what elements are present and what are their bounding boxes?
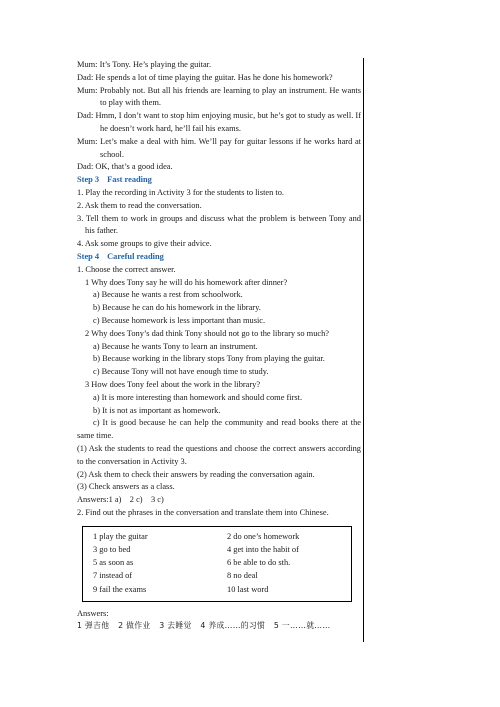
phrase-cell: 5 as soon as	[93, 558, 134, 568]
chinese-answer: 2 做作业	[118, 621, 151, 631]
question: 2 Why does Tony’s dad think Tony should not go to the library so much?	[85, 328, 330, 338]
question: 3 How does Tony feel about the work in the library?	[85, 379, 261, 389]
answer-option: b) Because working in the library stops Tony from playing the guitar.	[93, 354, 325, 364]
right-margin-rule	[363, 58, 364, 642]
step3-heading: Step 3 Fast reading	[77, 175, 152, 185]
answer-option: b) It is not as important as homework.	[93, 405, 221, 415]
table-row	[83, 570, 352, 583]
step3-item: 2. Ask them to read the conversation.	[77, 200, 202, 210]
document-body	[77, 59, 361, 633]
phrase-cell: 3 go to bed	[93, 545, 131, 555]
phrase-cell: 10 last word	[227, 584, 269, 594]
chinese-answer: 4 养成……的习惯	[200, 621, 266, 631]
phrase-cell: 1 play the guitar	[93, 531, 148, 541]
phrase-cell: 8 no deal	[227, 571, 258, 581]
task1-instruction: 1. Choose the correct answer.	[77, 264, 176, 274]
phrases-table	[82, 526, 352, 602]
answer-option: a) Because he wants a rest from schoolwork.	[93, 290, 243, 300]
dialogue-line: Dad: He spends a lot of time playing the guitar. Has he done his homework?	[77, 72, 333, 82]
answer-option: a) It is more interesting than homework and should come first.	[93, 392, 303, 402]
phrase-cell: 7 instead of	[93, 571, 133, 581]
instruction: (3) Check answers as a class.	[77, 482, 175, 492]
table-row	[83, 544, 352, 557]
chinese-answers	[77, 620, 361, 633]
dialogue-line: Mum: Let’s make a deal with him. We’ll pay for guitar lessons if he works hard at school.	[77, 136, 361, 159]
step3-item: 3. Tell them to work in groups and discuss what the problem is between Tony and his father.	[77, 213, 361, 236]
phrase-cell: 9 fail the exams	[93, 584, 147, 594]
dialogue	[77, 59, 361, 174]
answer-option: c) Because Tony will not have enough time to study.	[93, 367, 269, 377]
question: 1 Why does Tony say he will do his homework after dinner?	[85, 277, 288, 287]
answer-option: c) It is good because he can help the community and read books there at the same time.	[77, 418, 361, 441]
phrase-cell: 2 do one’s homework	[227, 531, 300, 541]
dialogue-line: Dad: OK, that’s a good idea.	[77, 162, 173, 172]
phrase-cell: 6 be able to do sth.	[227, 558, 291, 568]
table-row	[83, 583, 352, 601]
chinese-answer: 5 一……就……	[273, 621, 331, 631]
step3-item: 4. Ask some groups to give their advice.	[77, 239, 212, 249]
dialogue-line: Mum: It’s Tony. He’s playing the guitar.	[77, 60, 212, 69]
answers-line: Answers:1 a) 2 c) 3 c)	[77, 495, 164, 505]
step4-heading: Step 4 Careful reading	[77, 251, 164, 261]
phrase-cell: 4 get into the habit of	[227, 545, 299, 555]
answer-option: a) Because he wants Tony to learn an instrument.	[93, 341, 258, 351]
step3-item: 1. Play the recording in Activity 3 for the students to listen to.	[77, 187, 285, 197]
table-row	[83, 526, 352, 544]
task2-instruction: 2. Find out the phrases in the conversation and translate them into Chinese.	[77, 507, 329, 517]
answer-option: c) Because homework is less important than music.	[93, 315, 266, 325]
answer-option: b) Because he can do his homework in the library.	[93, 303, 261, 313]
instruction: (2) Ask them to check their answers by reading the conversation again.	[77, 469, 315, 479]
answers-label: Answers:	[77, 608, 109, 618]
chinese-answer: 3 去睡觉	[159, 621, 192, 631]
table-row	[83, 557, 352, 570]
dialogue-line: Mum: Probably not. But all his friends are learning to play an instrument. He wants to play with them.	[77, 85, 361, 108]
dialogue-line: Dad: Hmm, I don’t want to stop him enjoying music, but he’s got to study as well. If he doesn’t work hard, he’ll fail his exams.	[77, 111, 362, 133]
chinese-answer: 1 弹吉他	[77, 621, 110, 631]
instruction: (1) Ask the students to read the questions and choose the correct answers according to the conversation in Activity 3.	[77, 443, 361, 466]
